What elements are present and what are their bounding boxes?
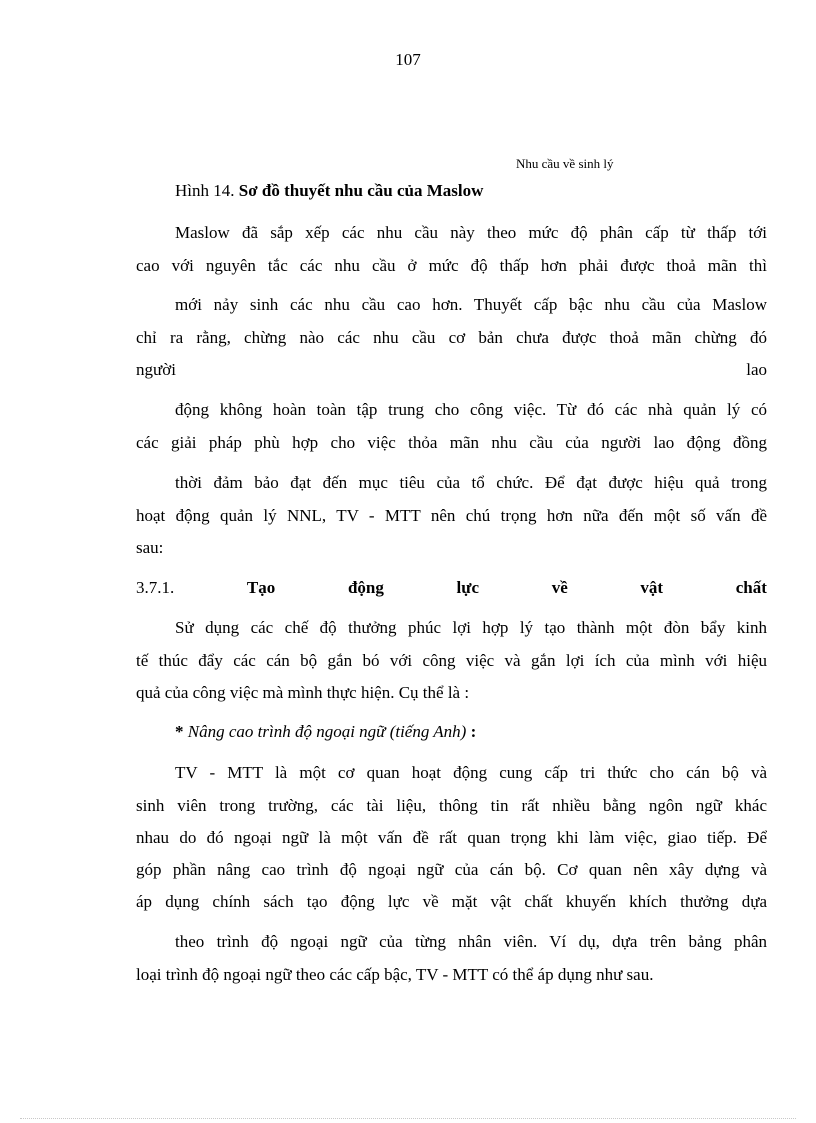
paragraph-split-line xyxy=(136,360,767,380)
paragraph-line: chỉ ra rằng, chừng nào các nhu cầu cơ bản chưa được thoả mãn chừng đó xyxy=(136,328,767,347)
figure-caption xyxy=(175,181,483,201)
paragraph-line: theo trình độ ngoại ngữ của từng nhân viên. Ví dụ, dựa trên bảng phân xyxy=(175,932,767,951)
paragraph-line: các giải pháp phù hợp cho việc thỏa mãn nhu cầu của người lao động đồng xyxy=(136,433,767,452)
split-right-word: lao xyxy=(746,360,767,379)
caption-prefix: Hình 14. xyxy=(175,181,239,200)
paragraph-line: TV - MTT là một cơ quan hoạt động cung cấp tri thức cho cán bộ và xyxy=(175,763,767,782)
subheading xyxy=(175,722,476,742)
subheading-star: * xyxy=(175,722,188,741)
caption-title: Sơ đồ thuyết nhu cầu của Maslow xyxy=(238,181,484,200)
paragraph-line: sau: xyxy=(136,538,164,557)
subheading-text: Nâng cao trình độ ngoại ngữ (tiếng Anh) xyxy=(187,722,467,741)
paragraph-line: Maslow đã sắp xếp các nhu cầu này theo mức độ phân cấp từ thấp tới xyxy=(175,223,767,242)
heading-word: lực xyxy=(456,578,480,597)
page-bottom-rule xyxy=(20,1118,796,1119)
split-left-word: người xyxy=(136,360,176,379)
subheading-colon: : xyxy=(466,722,477,741)
heading-word: động xyxy=(347,578,384,597)
paragraph-line: hoạt động quản lý NNL, TV - MTT nên chú trọng hơn nữa đến một số vấn đề xyxy=(136,506,767,525)
figure-label: Nhu cầu về sinh lý xyxy=(516,156,614,171)
paragraph-line: loại trình độ ngoại ngữ theo các cấp bậc, TV - MTT có thể áp dụng như sau. xyxy=(136,965,654,984)
paragraph-line: sinh viên trong trường, các tài liệu, thông tin rất nhiều bằng ngôn ngữ khác xyxy=(136,796,767,815)
paragraph-line: nhau do đó ngoại ngữ là một vấn đề rất quan trọng khi làm việc, giao tiếp. Để xyxy=(136,828,767,847)
heading-word: về xyxy=(551,578,568,597)
paragraph-line: mới nảy sinh các nhu cầu cao hơn. Thuyết cấp bậc nhu cầu của Maslow xyxy=(175,295,767,314)
section-number: 3.7.1. xyxy=(136,578,175,597)
section-heading xyxy=(136,578,767,598)
heading-word: Tạo xyxy=(246,578,276,597)
paragraph-line: thời đảm bảo đạt đến mục tiêu của tổ chức. Để đạt được hiệu quả trong xyxy=(175,473,767,492)
paragraph-line: cao với nguyên tắc các nhu cầu ở mức độ thấp hơn phải được thoả mãn thì xyxy=(136,256,767,275)
paragraph-line: áp dụng chính sách tạo động lực về mặt vật chất khuyến khích thưởng dựa xyxy=(136,892,767,911)
paragraph-line: góp phần nâng cao trình độ ngoại ngữ của cán bộ. Cơ quan nên xây dựng và xyxy=(136,860,767,879)
heading-word: vật xyxy=(640,578,664,597)
paragraph-line: Sử dụng các chế độ thưởng phúc lợi hợp lý tạo thành một đòn bẩy kinh xyxy=(175,618,767,637)
paragraph-line: quả của công việc mà mình thực hiện. Cụ thể là : xyxy=(136,683,470,702)
paragraph-line: động không hoàn toàn tập trung cho công việc. Từ đó các nhà quản lý có xyxy=(175,400,767,419)
heading-word: chất xyxy=(735,578,767,597)
page-number: 107 xyxy=(395,50,421,69)
paragraph-line: tế thúc đẩy các cán bộ gắn bó với công việc và gắn lợi ích của mình với hiệu xyxy=(136,651,767,670)
